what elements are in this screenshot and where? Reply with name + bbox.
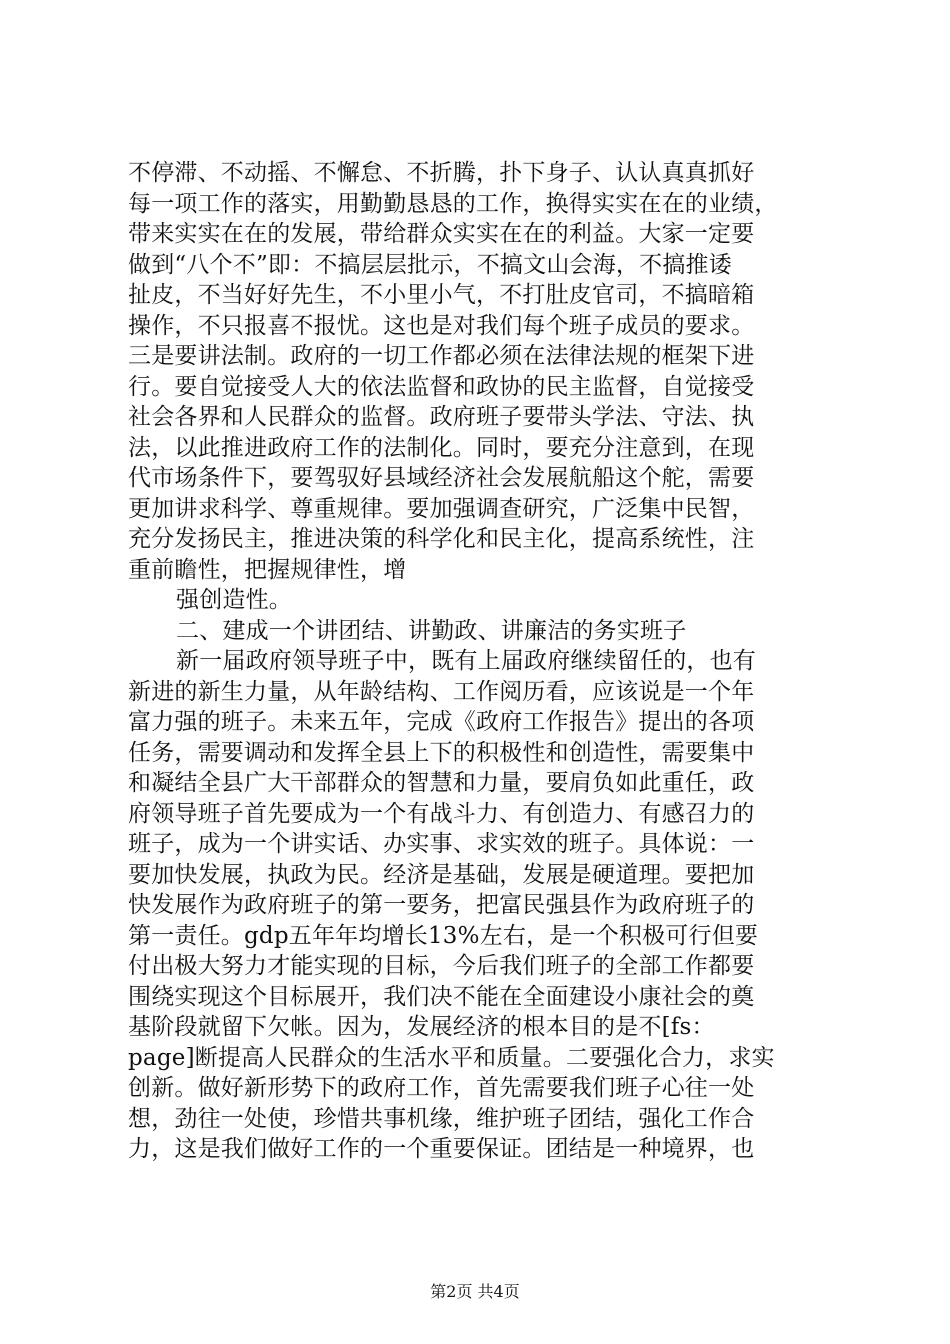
text-line: page]断提高人民群众的生活水平和质量。二要强化合力，求实: [128, 1044, 775, 1071]
text-line: 更加讲求科学、尊重规律。要加强调查研究，广泛集中民智，: [128, 495, 755, 522]
text-line: 付出极大努力才能实现的目标，今后我们班子的全部工作都要: [128, 953, 755, 979]
text-line: 三是要讲法制。政府的一切工作都必须在法律法规的框架下进: [128, 343, 755, 369]
text-line: 法，以此推进政府工作的法制化。同时，要充分注意到，在现: [128, 434, 755, 461]
text-line: 操作，不只报喜不报忧。这也是对我们每个班子成员的要求。: [128, 312, 755, 339]
text-line: 二、建成一个讲团结、讲勤政、讲廉洁的务实班子: [176, 617, 687, 644]
text-line: 社会各界和人民群众的监督。政府班子要带头学法、守法、执: [128, 404, 755, 430]
text-line: 府领导班子首先要成为一个有战斗力、有创造力、有感召力的: [128, 800, 755, 827]
text-line: 力，这是我们做好工作的一个重要保证。团结是一种境界，也: [128, 1136, 755, 1162]
body-text: [128, 158, 830, 1165]
text-line: 重前瞻性，把握规律性，增: [128, 556, 407, 583]
text-line: 创新。做好新形势下的政府工作，首先需要我们班子心往一处: [128, 1075, 755, 1101]
text-line: 想，劲往一处使，珍惜共事机缘，维护班子团结，强化工作合: [128, 1105, 755, 1132]
text-line: 班子，成为一个讲实话、办实事、求实效的班子。具体说：一: [128, 831, 755, 857]
text-line: 代市场条件下，要驾驭好县域经济社会发展航船这个舵，需要: [128, 465, 755, 491]
text-line: 不停滞、不动摇、不懈怠、不折腾，扑下身子、认认真真抓好: [128, 160, 755, 186]
text-line: 行。要自觉接受人大的依法监督和政协的民主监督，自觉接受: [128, 373, 755, 400]
text-line: 富力强的班子。未来五年，完成《政府工作报告》提出的各项: [128, 709, 755, 735]
text-line: 新一届政府领导班子中，既有上届政府继续留任的，也有: [176, 648, 756, 674]
text-line: 强创造性。: [176, 587, 292, 613]
text-line: 扯皮，不当好好先生，不小里小气，不打肚皮官司，不搞暗箱: [128, 282, 755, 308]
text-line: 快发展作为政府班子的第一要务，把富民强县作为政府班子的: [128, 892, 755, 918]
page-footer: 第2页 共4页: [430, 1282, 520, 1301]
text-line: 和凝结全县广大干部群众的智慧和力量，要肩负如此重任，政: [128, 770, 755, 796]
text-line: 第一责任。gdp五年年均增长13%左右，是一个积极可行但要: [128, 922, 759, 949]
text-line: 要加快发展，执政为民。经济是基础，发展是硬道理。要把加: [128, 861, 755, 888]
text-line: 围绕实现这个目标展开，我们决不能在全面建设小康社会的奠: [128, 983, 755, 1010]
text-line: 充分发扬民主，推进决策的科学化和民主化，提高系统性，注: [128, 526, 755, 552]
text-line: 新进的新生力量，从年龄结构、工作阅历看，应该说是一个年: [128, 678, 755, 705]
text-line: 带来实实在在的发展，带给群众实实在在的利益。大家一定要: [128, 221, 755, 247]
text-line: 每一项工作的落实，用勤勤恳恳的工作，换得实实在在的业绩，: [128, 190, 778, 217]
text-line: 做到“八个不”即：不搞层层批示，不搞文山会海，不搞推诿: [128, 251, 732, 278]
text-line: 任务，需要调动和发挥全县上下的积极性和创造性，需要集中: [128, 739, 755, 766]
text-line: 基阶段就留下欠帐。因为，发展经济的根本目的是不[fs：: [128, 1014, 715, 1040]
